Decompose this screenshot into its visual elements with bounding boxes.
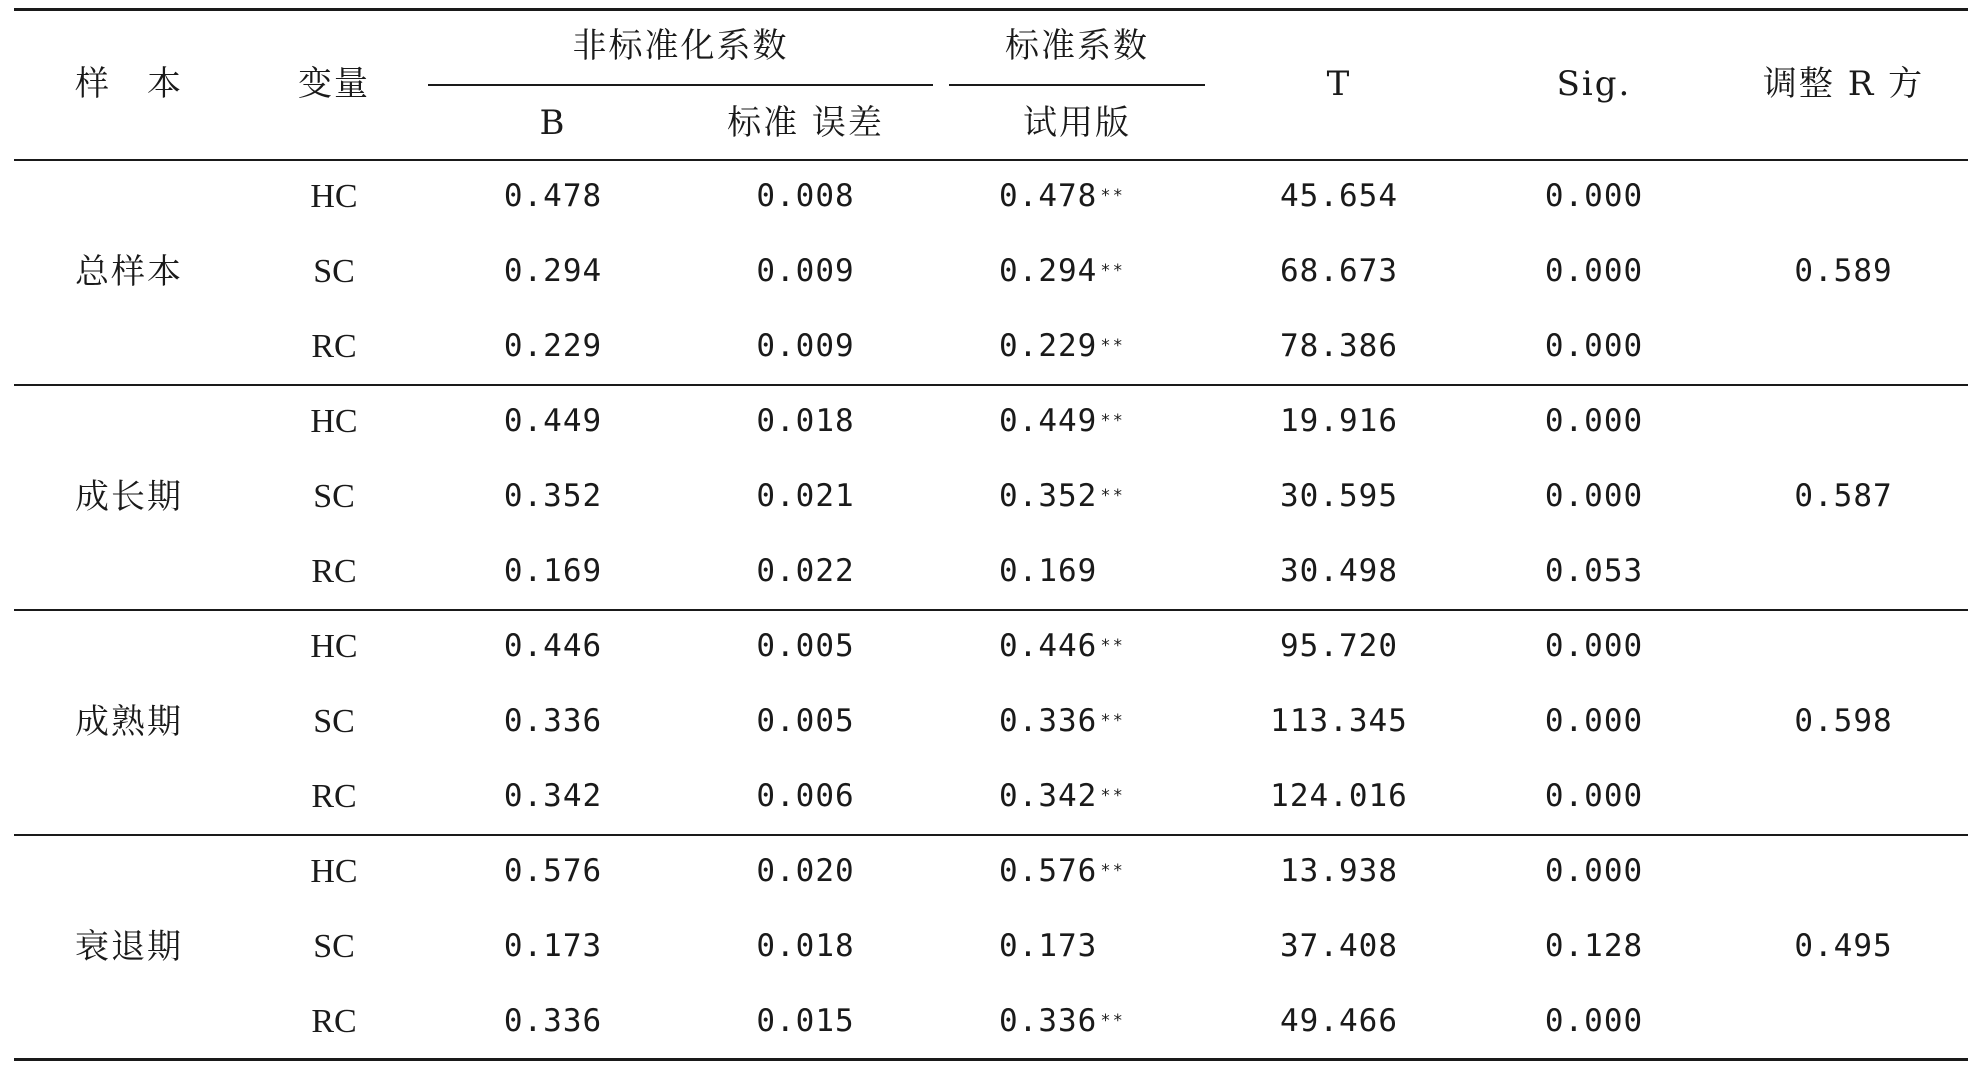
cell-beta xyxy=(999,534,1205,609)
cell-std-error: 0.020 xyxy=(756,853,855,889)
cell-sig: 0.000 xyxy=(1544,853,1644,889)
cell-beta xyxy=(999,609,1205,684)
cell-beta xyxy=(999,459,1205,534)
cell-b: 0.478 xyxy=(503,178,603,214)
cell-std-error: 0.005 xyxy=(756,703,855,739)
beta-value: 0.294 xyxy=(999,253,1098,289)
cell-beta xyxy=(999,684,1205,759)
beta-value: 0.169 xyxy=(999,553,1098,589)
cell-beta xyxy=(999,384,1205,459)
cell-variable: SC xyxy=(313,477,355,515)
cell-b: 0.336 xyxy=(503,703,603,739)
cell-variable: RC xyxy=(311,327,357,365)
cell-variable: SC xyxy=(313,927,355,965)
cell-std-error: 0.008 xyxy=(756,178,855,214)
significance-marker: ** xyxy=(1100,486,1125,506)
cell-b: 0.352 xyxy=(503,478,603,514)
cell-sig: 0.128 xyxy=(1544,928,1644,964)
cell-beta xyxy=(999,834,1205,909)
cell-beta xyxy=(999,984,1205,1059)
significance-marker: ** xyxy=(1100,1011,1125,1031)
group-label: 总样本 xyxy=(75,251,183,292)
beta-value: 0.229 xyxy=(999,328,1098,364)
cell-std-error: 0.018 xyxy=(756,403,855,439)
cell-std-error: 0.018 xyxy=(756,928,855,964)
cell-adj-r2: 0.598 xyxy=(1794,703,1893,739)
cell-std-error: 0.009 xyxy=(756,253,855,289)
cell-variable: HC xyxy=(310,402,358,440)
cell-variable: HC xyxy=(310,177,358,215)
cell-sig: 0.000 xyxy=(1544,703,1644,739)
group-label: 成长期 xyxy=(75,476,183,517)
cell-beta xyxy=(999,909,1205,984)
beta-value: 0.336 xyxy=(999,1003,1098,1039)
cell-t: 78.386 xyxy=(1280,328,1398,364)
header-unstd-coef: 非标准化系数 xyxy=(572,26,789,66)
cell-beta xyxy=(999,759,1205,834)
cell-b: 0.446 xyxy=(503,628,603,664)
cell-variable: HC xyxy=(310,852,358,890)
cell-std-error: 0.009 xyxy=(756,328,855,364)
significance-marker: ** xyxy=(1100,711,1125,731)
cell-variable: SC xyxy=(313,702,355,740)
cell-std-error: 0.015 xyxy=(756,1003,855,1039)
group-label: 成熟期 xyxy=(75,701,183,742)
beta-value: 0.446 xyxy=(999,628,1098,664)
header-std-error: 标准 误差 xyxy=(727,102,884,143)
cell-variable: HC xyxy=(310,627,358,665)
cell-b: 0.229 xyxy=(503,328,603,364)
cell-sig: 0.000 xyxy=(1544,1003,1644,1039)
header-b: B xyxy=(539,102,567,143)
cell-sig: 0.000 xyxy=(1544,403,1644,439)
cell-t: 19.916 xyxy=(1280,403,1398,439)
cell-adj-r2: 0.589 xyxy=(1794,253,1893,289)
header-adj-r2: 调整 R 方 xyxy=(1762,63,1925,104)
header-sample: 样 本 xyxy=(75,63,183,104)
cell-sig: 0.000 xyxy=(1544,253,1644,289)
cell-b: 0.342 xyxy=(503,778,603,814)
header-variable: 变量 xyxy=(298,63,370,104)
group-label: 衰退期 xyxy=(75,926,183,967)
cell-beta xyxy=(999,159,1205,234)
cell-sig: 0.000 xyxy=(1544,628,1644,664)
cell-variable: SC xyxy=(313,252,355,290)
cell-t: 37.408 xyxy=(1280,928,1398,964)
cell-t: 30.498 xyxy=(1280,553,1398,589)
cell-b: 0.173 xyxy=(503,928,603,964)
significance-marker: ** xyxy=(1100,636,1125,656)
significance-marker: ** xyxy=(1100,261,1125,281)
cell-beta xyxy=(999,309,1205,384)
cell-std-error: 0.005 xyxy=(756,628,855,664)
regression-table xyxy=(14,8,1968,1068)
significance-marker: ** xyxy=(1100,786,1125,806)
significance-marker: ** xyxy=(1100,411,1125,431)
cell-t: 113.345 xyxy=(1270,703,1408,739)
cell-sig: 0.000 xyxy=(1544,478,1644,514)
cell-t: 49.466 xyxy=(1280,1003,1398,1039)
header-std-coef: 标准系数 xyxy=(1005,26,1149,66)
cell-sig: 0.053 xyxy=(1544,553,1644,589)
beta-value: 0.342 xyxy=(999,778,1098,814)
cell-b: 0.169 xyxy=(503,553,603,589)
cell-b: 0.294 xyxy=(503,253,603,289)
cell-t: 68.673 xyxy=(1280,253,1398,289)
cell-sig: 0.000 xyxy=(1544,178,1644,214)
beta-value: 0.336 xyxy=(999,703,1098,739)
cell-t: 124.016 xyxy=(1270,778,1408,814)
cell-adj-r2: 0.587 xyxy=(1794,478,1893,514)
beta-value: 0.576 xyxy=(999,853,1098,889)
cell-t: 95.720 xyxy=(1280,628,1398,664)
cell-sig: 0.000 xyxy=(1544,328,1644,364)
cell-beta xyxy=(999,234,1205,309)
header-sig: Sig. xyxy=(1556,63,1632,104)
cell-std-error: 0.006 xyxy=(756,778,855,814)
beta-value: 0.352 xyxy=(999,478,1098,514)
cell-variable: RC xyxy=(311,1002,357,1040)
cell-b: 0.576 xyxy=(503,853,603,889)
cell-t: 30.595 xyxy=(1280,478,1398,514)
beta-value: 0.478 xyxy=(999,178,1098,214)
cell-b: 0.336 xyxy=(503,1003,603,1039)
beta-value: 0.173 xyxy=(999,928,1098,964)
cell-t: 13.938 xyxy=(1280,853,1398,889)
significance-marker: ** xyxy=(1100,336,1125,356)
cell-std-error: 0.021 xyxy=(756,478,855,514)
cell-t: 45.654 xyxy=(1280,178,1398,214)
significance-marker: ** xyxy=(1100,861,1125,881)
header-std-sub: 试用版 xyxy=(1023,102,1131,143)
cell-sig: 0.000 xyxy=(1544,778,1644,814)
cell-std-error: 0.022 xyxy=(756,553,855,589)
significance-marker: ** xyxy=(1100,186,1125,206)
cell-b: 0.449 xyxy=(503,403,603,439)
cell-variable: RC xyxy=(311,552,357,590)
cell-adj-r2: 0.495 xyxy=(1794,928,1893,964)
cell-variable: RC xyxy=(311,777,357,815)
beta-value: 0.449 xyxy=(999,403,1098,439)
header-t: T xyxy=(1326,63,1352,104)
